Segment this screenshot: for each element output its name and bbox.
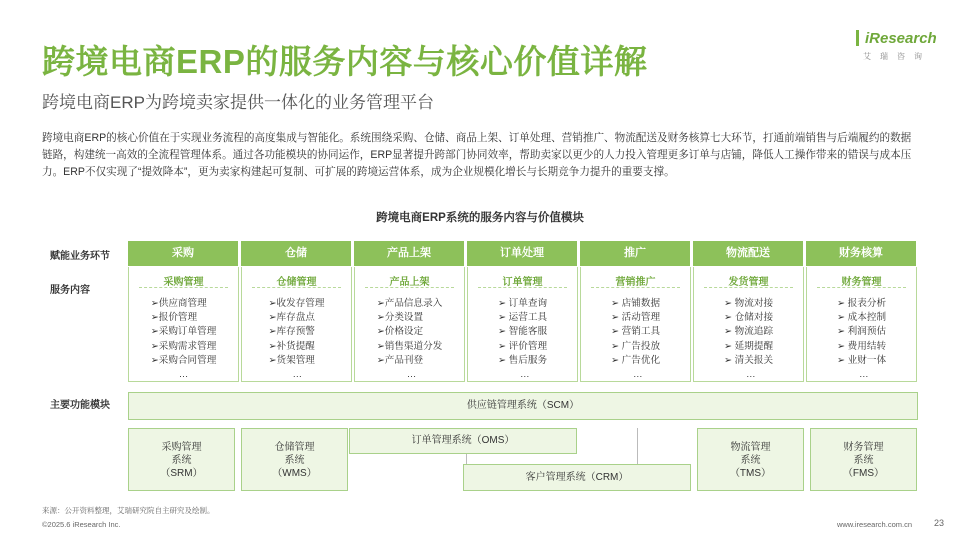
iresearch-logo xyxy=(856,26,938,62)
step-logistics: 物流配送 xyxy=(693,241,803,266)
service-item: ➢ 评价管理 xyxy=(497,340,548,352)
service-item: ➢采购合同管理 xyxy=(150,354,217,366)
module-scm: 供应链管理系统（SCM） xyxy=(128,392,918,420)
service-item: ➢产品刊登 xyxy=(376,354,424,366)
service-title: 财务管理 xyxy=(841,277,882,288)
service-item: ➢ 订单查询 xyxy=(497,298,548,309)
row-label-services: 服务内容 xyxy=(50,285,90,296)
module-fms: 财务管理 系统 （FMS） xyxy=(810,428,917,491)
service-title: 营销推广 xyxy=(615,277,656,288)
service-item-more: … xyxy=(858,369,869,381)
logo-subtext: 艾瑞咨询 xyxy=(863,52,931,61)
service-item: ➢产品信息录入 xyxy=(376,298,443,309)
service-item: ➢销售渠道分发 xyxy=(376,340,443,352)
service-item: ➢ 报表分析 xyxy=(836,298,887,309)
service-column-promotion xyxy=(580,267,691,382)
service-title: 产品上架 xyxy=(389,277,430,288)
service-item: ➢ 广告优化 xyxy=(610,354,661,366)
step-product-listing: 产品上架 xyxy=(354,241,464,266)
service-column-procurement xyxy=(128,267,239,382)
intro-paragraph: 跨境电商ERP的核心价值在于实现业务流程的高度集成与智能化。系统围绕采购、仓储、商品上架、订单处理、营销推广、物流配送及财务核算七大环节，打通前端销售与后端履约的数据链路，构建统一高效的全流程管理体系。通过各功能模块的协同运作，ERP显著提升跨部门协同效率，帮助卖家以更少的人力投入管理更多订单与店铺，降低人工操作带来的错误与成本压力。ERP不仅实现了“提效降本”，更为卖家构建起可复制、可扩展的跨境运营体系，成为企业规模化增长与长期竞争力提升的重要支撑。 xyxy=(42,132,912,178)
step-procurement: 采购 xyxy=(128,241,238,266)
service-title: 发货管理 xyxy=(728,277,769,288)
module-crm: 客户管理系统（CRM） xyxy=(463,464,691,491)
service-item-more: … xyxy=(519,369,530,381)
module-srm: 采购管理 系统 （SRM） xyxy=(128,428,235,491)
service-item: ➢ 物流对接 xyxy=(723,298,774,309)
service-item: ➢ 智能客服 xyxy=(497,326,548,338)
module-oms: 订单管理系统（OMS） xyxy=(349,428,577,454)
service-item: ➢ 营销工具 xyxy=(610,326,661,338)
step-promotion: 推广 xyxy=(580,241,690,266)
website-link[interactable]: www.iresearch.com.cn xyxy=(836,520,912,529)
service-item: ➢价格设定 xyxy=(376,326,424,338)
service-item: ➢分类设置 xyxy=(376,312,424,324)
service-item: ➢ 清关报关 xyxy=(723,354,774,366)
service-item: ➢报价管理 xyxy=(150,312,198,324)
service-item: ➢ 店铺数据 xyxy=(610,298,661,309)
service-item: ➢ 售后服务 xyxy=(497,354,548,366)
logo-text: iResearch xyxy=(865,30,937,47)
step-warehousing: 仓储 xyxy=(241,241,351,266)
service-item: ➢ 业财一体 xyxy=(836,354,887,366)
service-item: ➢采购需求管理 xyxy=(150,340,217,352)
service-item: ➢ 费用结转 xyxy=(836,340,887,352)
service-item: ➢库存预警 xyxy=(268,326,315,338)
step-finance: 财务核算 xyxy=(806,241,916,266)
service-column-logistics xyxy=(693,267,804,382)
page-title: 跨境电商ERP的服务内容与核心价值详解 xyxy=(42,43,648,80)
service-item-more: … xyxy=(292,369,303,381)
diagram-title: 跨境电商ERP系统的服务内容与价值模块 xyxy=(376,212,584,224)
service-title: 订单管理 xyxy=(502,277,543,288)
service-item-more: … xyxy=(406,369,417,381)
service-column-finance xyxy=(806,267,917,382)
service-column-warehousing xyxy=(241,267,352,382)
source-note: 来源：公开资料整理，艾瑞研究院自主研究及绘制。 xyxy=(42,506,215,515)
step-order-processing: 订单处理 xyxy=(467,241,577,266)
service-item-more: … xyxy=(178,369,189,381)
service-item: ➢供应商管理 xyxy=(150,298,207,309)
service-item: ➢ 延期提醒 xyxy=(723,340,774,352)
service-item: ➢收发存管理 xyxy=(268,298,325,309)
service-item: ➢ 运营工具 xyxy=(497,312,548,324)
service-item: ➢补货提醒 xyxy=(268,340,315,352)
row-label-modules: 主要功能模块 xyxy=(50,400,110,411)
service-title: 仓储管理 xyxy=(276,277,317,288)
service-item: ➢货架管理 xyxy=(268,354,315,366)
service-title: 采购管理 xyxy=(163,277,204,288)
module-tms: 物流管理 系统 （TMS） xyxy=(697,428,804,491)
service-item: ➢库存盘点 xyxy=(268,312,315,324)
service-column-order xyxy=(467,267,578,382)
service-item: ➢ 成本控制 xyxy=(836,312,887,324)
service-item-more: … xyxy=(632,369,643,381)
copyright: ©2025.6 iResearch Inc. xyxy=(42,520,121,529)
service-item: ➢ 利润预估 xyxy=(836,326,887,338)
service-column-product-listing xyxy=(354,267,465,382)
service-item: ➢ 物流追踪 xyxy=(723,326,774,338)
service-item: ➢ 广告投放 xyxy=(610,340,661,352)
page-subtitle: 跨境电商ERP为跨境卖家提供一体化的业务管理平台 xyxy=(42,93,434,112)
service-item: ➢ 活动管理 xyxy=(610,312,661,324)
service-item: ➢ 仓储对接 xyxy=(723,312,774,324)
page-number: 23 xyxy=(933,518,944,528)
row-label-steps: 赋能业务环节 xyxy=(50,251,110,262)
service-item: ➢采购订单管理 xyxy=(150,326,217,338)
module-wms: 仓储管理 系统 （WMS） xyxy=(241,428,348,491)
service-item-more: … xyxy=(745,369,756,381)
